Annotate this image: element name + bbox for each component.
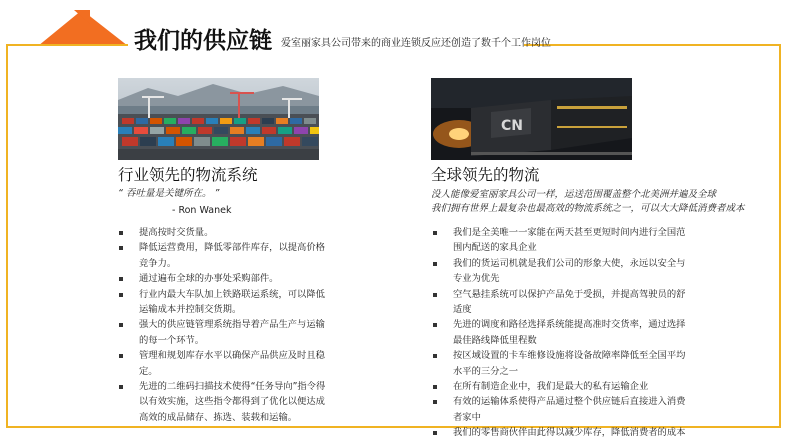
left-column-quote-author: - Ron Wanek <box>172 205 232 216</box>
freight-train-photo <box>431 78 632 160</box>
right-column-bullet-list <box>431 225 693 441</box>
frame-border-top-right <box>524 44 781 46</box>
frame-border-top-left <box>6 44 128 46</box>
container-port-photo <box>118 78 319 160</box>
list-item: 我们是全美唯一一家能在两天甚至更短时间内进行全国范围内配送的家具企业 <box>431 225 693 256</box>
right-column-intro-line2: 我们拥有世界上最复杂也最高效的物流系统之一，可以大大降低消费者成本 <box>431 203 745 214</box>
left-column-heading: 行业领先的物流系统 <box>118 166 258 184</box>
list-item: 先进的二维码扫描技术使得“任务导向”指令得以有效实施，这些指令都得到了优化以便达成高效的成品储存、拣选、装载和运输。 <box>117 379 327 425</box>
left-column-bullet-list <box>117 225 327 425</box>
list-item: 在所有制造企业中，我们是最大的私有运输企业 <box>431 379 693 394</box>
list-item: 空气悬挂系统可以保护产品免于受损，并提高驾驶员的舒适度 <box>431 287 693 318</box>
right-column-intro-line1: 没人能像爱室丽家具公司一样，运送范围覆盖整个北美洲并遍及全球 <box>431 189 717 200</box>
page-title: 我们的供应链 <box>134 28 272 54</box>
list-item: 降低运营费用，降低零部件库存，以提高价格竞争力。 <box>117 240 327 271</box>
list-item: 按区域设置的卡车维修设施将设备故障率降低至全国平均水平的三分之一 <box>431 348 693 379</box>
brand-roof-logo <box>0 0 130 60</box>
list-item: 有效的运输体系使得产品通过整个供应链后直接进入消费者家中 <box>431 394 693 425</box>
svg-text:CN: CN <box>501 118 523 134</box>
list-item: 强大的供应链管理系统指导着产品生产与运输的每一个环节。 <box>117 317 327 348</box>
list-item: 我们的零售商伙伴由此得以减少库存，降低消费者的成本 <box>431 425 693 440</box>
list-item: 管理和规划库存水平以确保产品供应及时且稳定。 <box>117 348 327 379</box>
list-item: 我们的货运司机就是我们公司的形象大使，永远以安全与专业为优先 <box>431 256 693 287</box>
list-item: 通过遍布全球的办事处采购部件。 <box>117 271 327 286</box>
list-item: 提高按时交货量。 <box>117 225 327 240</box>
page-subtitle: 爱室丽家具公司带来的商业连锁反应还创造了数千个工作岗位 <box>281 38 551 49</box>
left-column-quote: “ 吞吐量是关键所在。 ” <box>118 188 220 199</box>
frame-border-left <box>6 44 8 428</box>
right-column-heading: 全球领先的物流 <box>431 166 540 184</box>
list-item: 先进的调度和路径选择系统能提高准时交货率，通过选择最佳路线降低里程数 <box>431 317 693 348</box>
frame-border-right <box>779 44 781 428</box>
list-item: 行业内最大车队加上铁路联运系统，可以降低运输成本并控制交货期。 <box>117 287 327 318</box>
